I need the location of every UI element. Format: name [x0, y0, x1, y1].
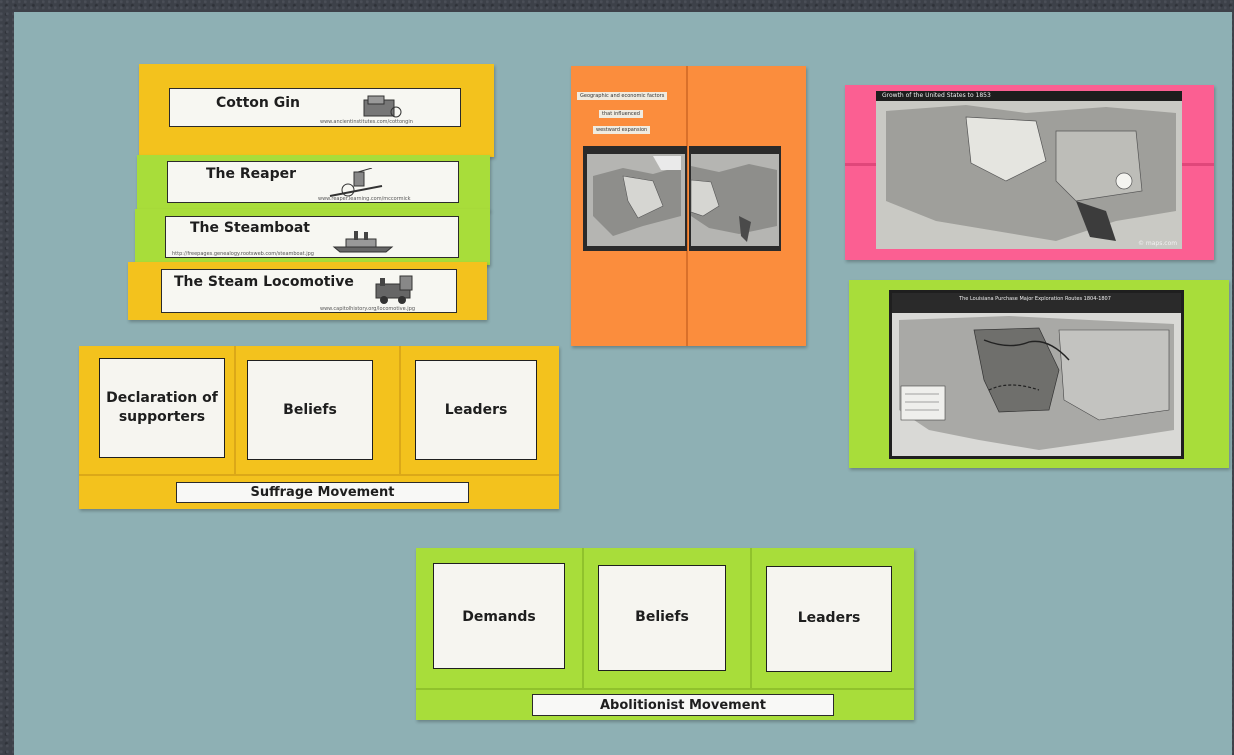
invention-title: The Steam Locomotive [174, 274, 354, 290]
fold-line [750, 548, 752, 688]
steamboat-sketch [332, 231, 394, 253]
factor-tag: Geographic and economic factors [577, 92, 667, 100]
map-title: Growth of the United States to 1853 [882, 92, 991, 99]
abolitionist-card-demands: Demands [433, 563, 565, 669]
image-source: www.capitolhistory.org/locomotive.jpg [320, 306, 416, 312]
factor-tag: westward expansion [593, 126, 650, 134]
invention-label-steamboat [165, 216, 459, 258]
fold-line [416, 688, 914, 690]
abolitionist-card-leaders: Leaders [766, 566, 892, 672]
fold-line [582, 548, 584, 688]
westward-map-right [689, 146, 781, 251]
invention-title: Cotton Gin [216, 95, 300, 111]
suffrage-card-beliefs: Beliefs [247, 360, 373, 460]
cotton-gin-sketch [360, 94, 404, 120]
fold-line [79, 474, 559, 476]
image-source: www.ancientinstitutes.com/cottongin [320, 119, 413, 125]
map-title: The Louisiana Purchase Major Exploration Routes 1804-1807 [959, 296, 1111, 302]
growth-map-foldable [845, 85, 1214, 260]
invention-label-locomotive [161, 269, 457, 313]
westward-expansion-foldable [571, 66, 806, 346]
image-source: www.reaper.learning.com/mccormick [318, 196, 411, 202]
locomotive-sketch [372, 274, 422, 304]
louisiana-purchase-sheet [849, 280, 1229, 468]
invention-title: The Steamboat [190, 220, 310, 236]
factor-tag: that influenced [599, 110, 643, 118]
invention-label-reaper [167, 161, 459, 203]
map-credit: © maps.com [1138, 240, 1178, 247]
growth-map [876, 91, 1182, 249]
abolitionist-movement-title: Abolitionist Movement [532, 694, 834, 716]
invention-label-cotton-gin [169, 88, 461, 127]
fold-line [399, 346, 401, 474]
westward-map-left [583, 146, 687, 251]
suffrage-card-supporters: Declaration of supporters [99, 358, 225, 458]
reaper-sketch [328, 168, 384, 198]
louisiana-purchase-map [889, 290, 1184, 459]
fold-line [234, 346, 236, 474]
suffrage-movement-title: Suffrage Movement [176, 482, 469, 503]
abolitionist-card-beliefs: Beliefs [598, 565, 726, 671]
suffrage-card-leaders: Leaders [415, 360, 537, 460]
invention-title: The Reaper [206, 166, 297, 182]
image-source: http://freepages.genealogy.rootsweb.com/steamboat.jpg [172, 251, 314, 257]
